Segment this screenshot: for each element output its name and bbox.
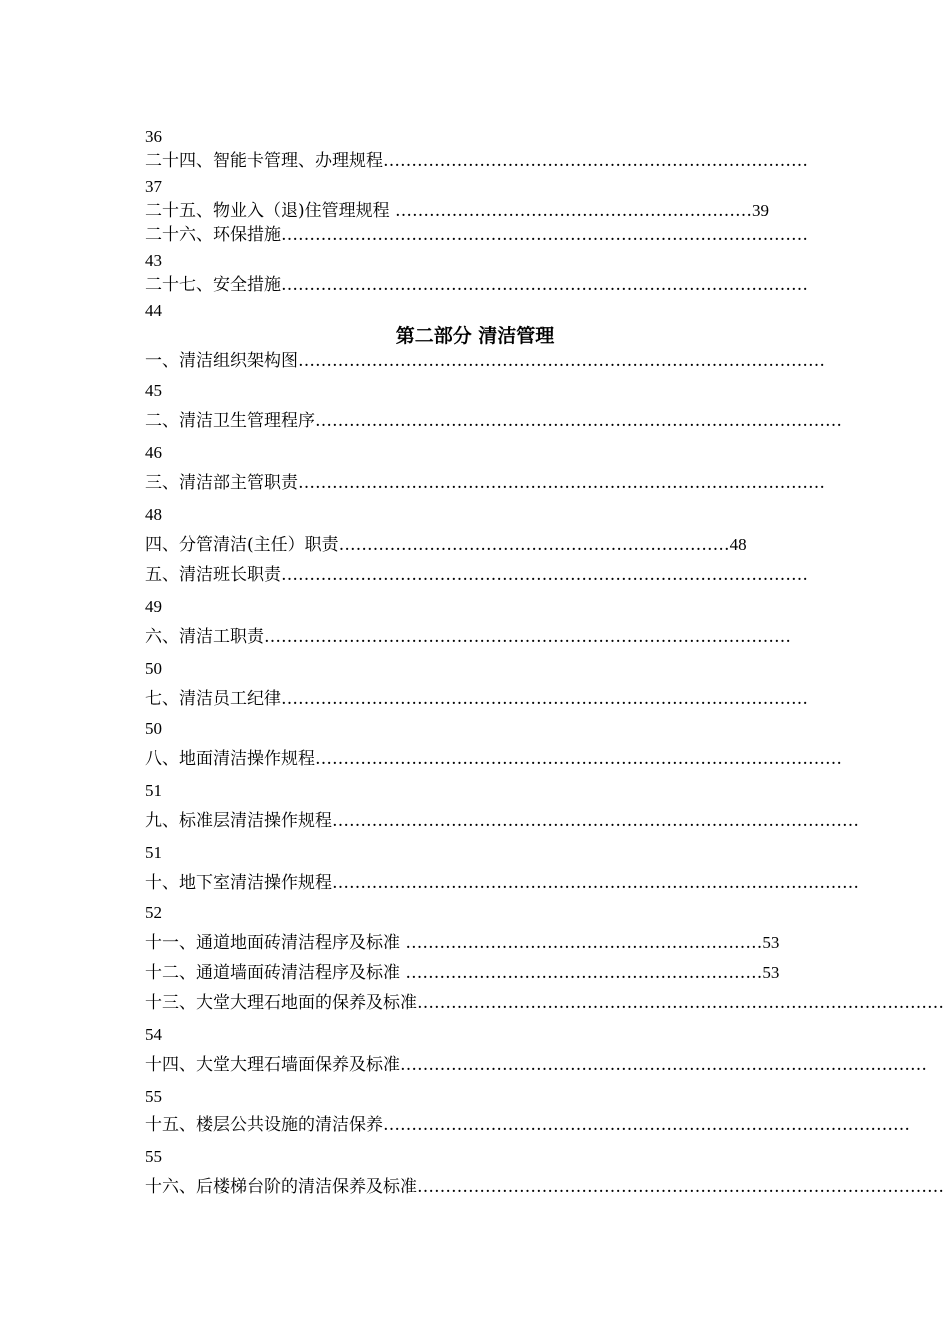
- toc-entry: [145, 810, 859, 832]
- toc-entry: [145, 1054, 927, 1076]
- toc-entry: [145, 932, 805, 954]
- toc-entry-title: 十三、大堂大理石地面的保养及标准: [145, 993, 417, 1013]
- toc-line-num: 51: [145, 781, 162, 800]
- toc-entry: [145, 564, 808, 586]
- toc-entry: [145, 872, 859, 894]
- toc-leader-dots: …………………………………………………………………………………: [315, 749, 842, 769]
- toc-entry: [145, 224, 808, 246]
- toc-line-num: 44: [145, 301, 162, 320]
- toc-line-num: 50: [145, 719, 162, 738]
- toc-entry-page: 39: [752, 201, 770, 220]
- toc-entry: [145, 350, 825, 372]
- toc-line-num: 48: [145, 505, 162, 524]
- toc-line-num: 55: [145, 1087, 162, 1106]
- toc-line-num: 54: [145, 1025, 162, 1044]
- toc-entry-title: 四、分管清洁(主任）职责: [145, 535, 339, 555]
- toc-entry: [145, 534, 805, 556]
- toc-entry-title: 五、清洁班长职责: [145, 565, 281, 585]
- toc-line-num: 45: [145, 381, 162, 400]
- toc-entry: [145, 688, 808, 710]
- toc-leader-dots: …………………………………………………………………………………: [298, 351, 825, 371]
- toc-leader-dots: …………………………………………………………………………………: [281, 689, 808, 709]
- toc-leader-dots: …………………………………………………………………………………: [315, 411, 842, 431]
- toc-entry-title: 二十四、智能卡管理、办理规程: [145, 151, 383, 171]
- toc-entry-title: 七、清洁员工纪律: [145, 689, 281, 709]
- toc-entry: [145, 200, 805, 222]
- toc-entry-page: 48: [729, 535, 747, 554]
- toc-entry-page: 53: [762, 933, 780, 952]
- toc-entry: [145, 1114, 910, 1136]
- toc-entry: [145, 992, 944, 1014]
- toc-leader-dots: …………………………………………………………………………………: [417, 1177, 944, 1197]
- toc-leader-dots: …………………………………………………………………………………: [264, 627, 791, 647]
- toc-entry-title: 三、清洁部主管职责: [145, 473, 298, 493]
- toc-entry: [145, 472, 825, 494]
- toc-line-num: 43: [145, 251, 162, 270]
- toc-leader-dots: …………………………………………………………………: [383, 151, 808, 171]
- toc-entry-title: 二十七、安全措施: [145, 275, 281, 295]
- toc-leader-dots: ……………………………………………………………: [338, 535, 730, 555]
- toc-entry: [145, 626, 805, 648]
- toc-leader-dots: …………………………………………………………………………………: [281, 225, 808, 245]
- toc-leader-dots: …………………………………………………………………………………: [332, 873, 859, 893]
- toc-leader-dots: …………………………………………………………………………………: [281, 565, 808, 585]
- section-heading: 第二部分 清洁管理: [395, 325, 555, 347]
- toc-entry-title: 十六、后楼梯台阶的清洁保养及标准: [145, 1177, 417, 1197]
- toc-leader-dots: ………………………………………………………: [389, 201, 753, 221]
- toc-line-num: 51: [145, 843, 162, 862]
- toc-line-num: 52: [145, 903, 162, 922]
- toc-leader-dots: ………………………………………………………: [400, 933, 763, 953]
- toc-leader-dots: …………………………………………………………………………………: [400, 1055, 927, 1075]
- toc-entry-title: 二十六、环保措施: [145, 225, 281, 245]
- toc-entry: [145, 962, 805, 984]
- toc-leader-dots: …………………………………………………………………………………: [281, 275, 808, 295]
- toc-entry-title: 一、清洁组织架构图: [145, 351, 298, 371]
- toc-entry: [145, 150, 808, 172]
- toc-line-num: 36: [145, 127, 162, 146]
- toc-line-num: 50: [145, 659, 162, 678]
- toc-entry-title: 十、地下室清洁操作规程: [145, 873, 332, 893]
- toc-entry: [145, 410, 842, 432]
- toc-entry-title: 六、清洁工职责: [145, 627, 264, 647]
- toc-entry-title: 十二、通道墙面砖清洁程序及标准: [145, 963, 400, 983]
- toc-entry-title: 二、清洁卫生管理程序: [145, 411, 315, 431]
- toc-line-num: 46: [145, 443, 162, 462]
- toc-entry: [145, 274, 808, 296]
- toc-entry: [145, 748, 842, 770]
- toc-leader-dots: …………………………………………………………………………………: [417, 993, 944, 1013]
- toc-entry: [145, 1176, 944, 1198]
- toc-entry-title: 十四、大堂大理石墙面保养及标准: [145, 1055, 400, 1075]
- toc-entry-title: 十五、楼层公共设施的清洁保养: [145, 1115, 383, 1135]
- toc-entry-title: 九、标准层清洁操作规程: [145, 811, 332, 831]
- toc-leader-dots: …………………………………………………………………………………: [332, 811, 859, 831]
- toc-line-num: 49: [145, 597, 162, 616]
- toc-line-num: 37: [145, 177, 162, 196]
- toc-entry-title: 八、地面清洁操作规程: [145, 749, 315, 769]
- toc-entry-title: 十一、通道地面砖清洁程序及标准: [145, 933, 400, 953]
- toc-leader-dots: …………………………………………………………………………………: [383, 1115, 910, 1135]
- toc-entry-page: 53: [762, 963, 780, 982]
- toc-leader-dots: …………………………………………………………………………………: [298, 473, 825, 493]
- toc-entry-title: 二十五、物业入（退)住管理规程: [145, 201, 390, 221]
- toc-line-num: 55: [145, 1147, 162, 1166]
- toc-leader-dots: ………………………………………………………: [400, 963, 763, 983]
